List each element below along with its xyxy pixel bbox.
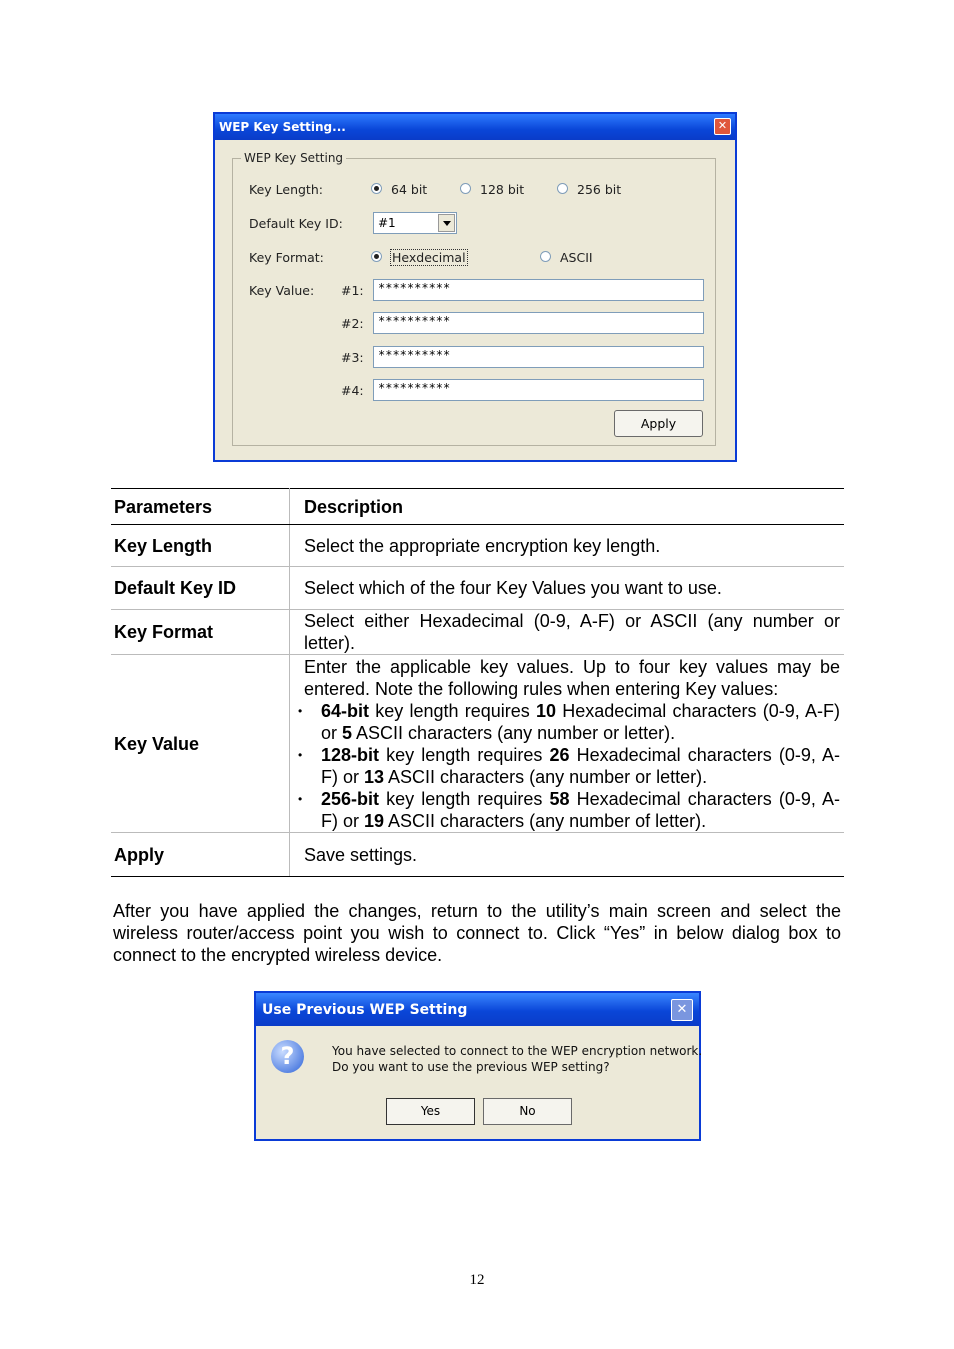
key-value-label: Key Value:: [249, 283, 315, 298]
message-line-1: You have selected to connect to the WEP encryption network.: [332, 1044, 703, 1058]
table-row: [111, 655, 844, 833]
param-cell: Default Key ID: [111, 567, 290, 610]
header-parameters: Parameters: [111, 489, 290, 525]
radio-64-bit[interactable]: [371, 183, 382, 194]
table-row: [111, 525, 844, 567]
desc-cell: Save settings.: [290, 833, 845, 877]
desc-cell: Select which of the four Key Values you want to use.: [290, 567, 845, 610]
radio-256-bit[interactable]: [557, 183, 568, 194]
dialog-title: WEP Key Setting...: [219, 120, 346, 134]
group-label: WEP Key Setting: [241, 151, 346, 165]
wep-key-setting-group: [232, 151, 716, 446]
radio-ascii[interactable]: [540, 251, 551, 262]
apply-button[interactable]: Apply: [614, 410, 703, 437]
key-1-input[interactable]: **********: [373, 279, 704, 301]
list-item: • 256-bit key length requires 58 Hexadecimal characters (0-9, A-F) or 19 ASCII characters (any number of letter).: [304, 788, 840, 832]
default-key-id-label: Default Key ID:: [249, 216, 343, 231]
table-row: [111, 567, 844, 610]
dialog-message: [332, 1043, 702, 1075]
page-number: 12: [469, 1272, 485, 1288]
default-key-id-value: #1: [378, 216, 396, 230]
key-1-label: #1:: [341, 283, 364, 298]
instruction-paragraph: After you have applied the changes, return to the utility’s main screen and select the wireless router/access point you wish to connect to. Click “Yes” in below dialog box to connect to the encrypted wireless device.: [113, 901, 841, 965]
list-item: • 128-bit key length requires 26 Hexadecimal characters (0-9, A-F) or 13 ASCII characters (any number or letter).: [304, 744, 840, 788]
close-icon[interactable]: ✕: [714, 118, 731, 135]
key-length-label: Key Length:: [249, 182, 323, 197]
desc-cell: Select the appropriate encryption key length.: [290, 525, 845, 567]
list-item: • 64-bit key length requires 10 Hexadecimal characters (0-9, A-F) or 5 ASCII characters (any number or letter).: [304, 700, 840, 744]
key-4-label: #4:: [341, 383, 364, 398]
use-previous-wep-dialog: [254, 991, 701, 1141]
radio-128-bit[interactable]: [460, 183, 471, 194]
question-icon: ?: [271, 1040, 304, 1073]
dialog-title: Use Previous WEP Setting: [262, 1002, 468, 1018]
radio-64-bit-label: 64 bit: [391, 182, 428, 197]
yes-button[interactable]: Yes: [386, 1098, 475, 1125]
radio-hexdecimal[interactable]: [371, 251, 382, 262]
key-format-label: Key Format:: [249, 250, 324, 265]
no-button[interactable]: No: [483, 1098, 572, 1125]
radio-hexdecimal-label: Hexdecimal: [392, 250, 466, 265]
param-cell: Key Format: [111, 610, 290, 655]
table-header-row: [111, 489, 844, 525]
key-2-label: #2:: [341, 316, 364, 331]
radio-256-bit-label: 256 bit: [577, 182, 622, 197]
key-2-input[interactable]: **********: [373, 312, 704, 334]
radio-ascii-label: ASCII: [560, 250, 593, 265]
parameters-table: [111, 488, 844, 877]
key-value-intro: Enter the applicable key values. Up to four key values may be entered. Note the following rules when entering Key values:: [304, 656, 840, 699]
close-icon[interactable]: ✕: [671, 999, 693, 1021]
radio-128-bit-label: 128 bit: [480, 182, 525, 197]
wep-key-setting-dialog: [213, 112, 737, 462]
title-bar: [256, 993, 699, 1026]
table-row: [111, 610, 844, 655]
param-cell: Key Length: [111, 525, 290, 567]
key-3-label: #3:: [341, 350, 364, 365]
desc-cell: Select either Hexadecimal (0-9, A-F) or ASCII (any number or letter).: [290, 610, 845, 655]
chevron-down-icon[interactable]: [438, 214, 455, 232]
header-description: Description: [290, 489, 845, 525]
message-line-2: Do you want to use the previous WEP setting?: [332, 1060, 610, 1074]
param-cell: Apply: [111, 833, 290, 877]
key-4-input[interactable]: **********: [373, 379, 704, 401]
table-row: [111, 833, 844, 877]
title-bar: [215, 114, 735, 140]
default-key-id-select[interactable]: [373, 212, 457, 234]
key-value-rules: [304, 700, 840, 832]
param-cell: Key Value: [111, 655, 290, 833]
desc-cell: [290, 655, 845, 833]
key-3-input[interactable]: **********: [373, 346, 704, 368]
